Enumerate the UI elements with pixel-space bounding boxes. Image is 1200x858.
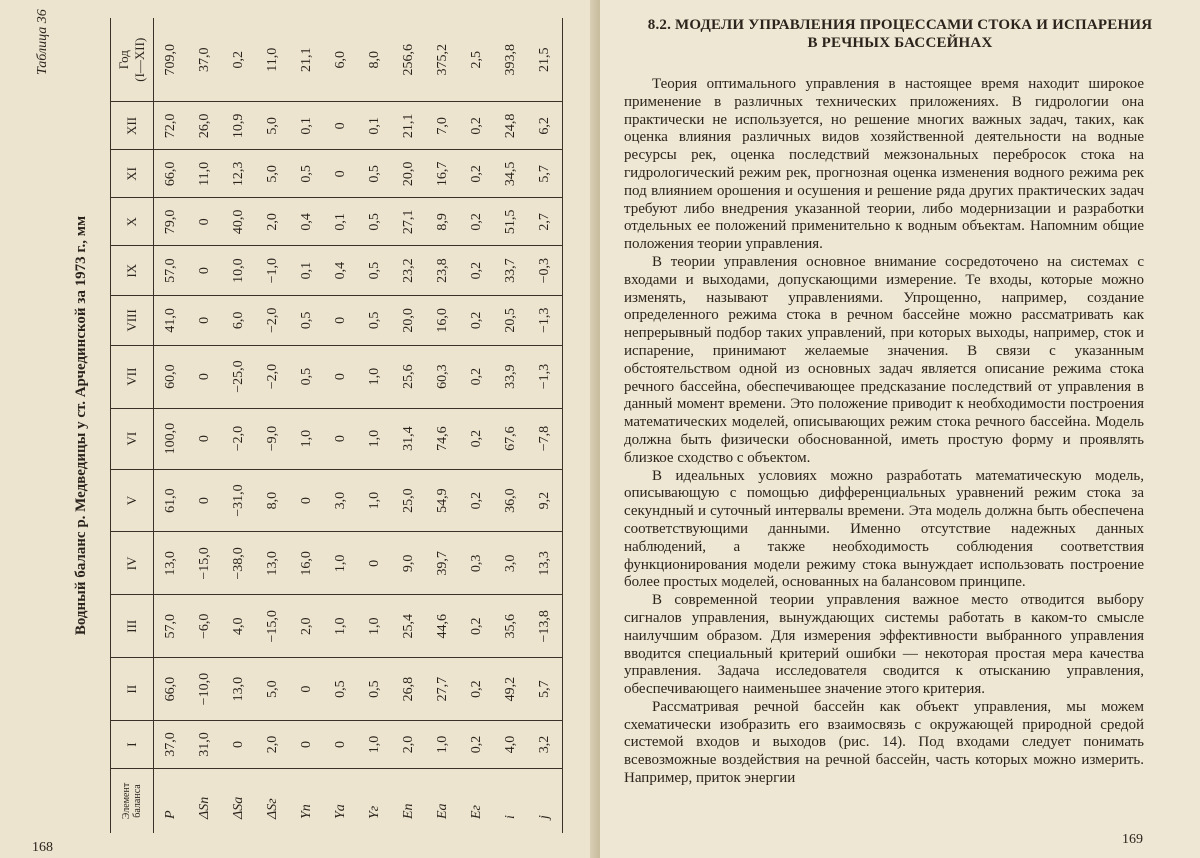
row-label: Eг	[469, 804, 484, 819]
table-cell: 709,0	[154, 18, 189, 102]
table-cell: 0,5	[358, 246, 392, 296]
table-cell: 21,1	[290, 18, 324, 102]
table-cell: 13,0	[256, 532, 290, 595]
table-cell: 0,2	[460, 408, 494, 469]
table-cell: 6,0	[324, 18, 358, 102]
table-header-row	[111, 18, 154, 833]
table-cell: 0,1	[290, 102, 324, 150]
row-label: j	[528, 769, 563, 834]
table-cell: 0,5	[358, 296, 392, 346]
header-month: III	[111, 595, 154, 658]
table-cell: 393,8	[494, 18, 528, 102]
page-number-left: 168	[32, 840, 53, 855]
table-cell: 54,9	[426, 469, 460, 532]
table-cell: 6,0	[222, 296, 256, 346]
table-cell: 4,0	[494, 721, 528, 769]
header-month: XII	[111, 102, 154, 150]
table-cell: 67,6	[494, 408, 528, 469]
table-cell: 9,0	[392, 532, 426, 595]
table-cell: 1,0	[358, 345, 392, 408]
table-cell: 0	[324, 408, 358, 469]
paragraph: В современной теории управления важное место отводится выбору сигналов управления, вынуждающих системы работать в каком-то смысле наилучшим образом. Для измерения эффективности выбранного управления вводится специальный критерий ошибки — некоторая простая мера качества управления. Задача исследователя сводится к отысканию управления, обеспечивающего наименьшее значение этого критерия.	[624, 592, 1144, 698]
table-cell: 5,7	[528, 658, 563, 721]
table-cell: 7,0	[426, 102, 460, 150]
table-cell: 79,0	[154, 198, 189, 246]
table-cell: 49,2	[494, 658, 528, 721]
table-cell: 0	[188, 296, 222, 346]
table-cell: 2,7	[528, 198, 563, 246]
table-cell: 23,8	[426, 246, 460, 296]
table-row	[528, 18, 563, 833]
header-month: VIII	[111, 296, 154, 346]
table-cell: 0,2	[222, 18, 256, 102]
table-cell: 0,2	[460, 246, 494, 296]
table-cell: 0	[222, 721, 256, 769]
table-cell: −31,0	[222, 469, 256, 532]
table-cell: 36,0	[494, 469, 528, 532]
table-cell: 2,0	[290, 595, 324, 658]
table-cell: 12,3	[222, 150, 256, 198]
table-cell: 27,1	[392, 198, 426, 246]
table-cell: 1,0	[358, 469, 392, 532]
table-cell: 34,5	[494, 150, 528, 198]
table-row	[154, 18, 189, 833]
table-cell: 33,9	[494, 345, 528, 408]
table-cell: 0,5	[290, 150, 324, 198]
table-cell: 0,2	[460, 345, 494, 408]
table-cell: 11,0	[188, 150, 222, 198]
table-cell: −2,0	[256, 296, 290, 346]
paragraph: В идеальных условиях можно разработать математическую модель, описывающую с помощью дифференциальных уравнений режим стока за секундный и суточный интервалы времени. Эта модель должна быть обеспечена соответствующими данными. Именно отсутствие надежных данных наблюдений, а также необходимость соблюдения соответствия функционирования модели режиму стока вынуждает использовать построение более простых моделей, основанных на балансовом принципе.	[624, 467, 1144, 591]
row-label: Eа	[435, 803, 450, 819]
table-cell: 0,1	[324, 198, 358, 246]
table-cell: 2,0	[256, 721, 290, 769]
table-cell: 0,5	[290, 296, 324, 346]
table-row	[460, 18, 494, 833]
table-row	[256, 18, 290, 833]
paragraph: В теории управления основное внимание сосредоточено на системах с входами и выходами, допускающими измерение. Те входы, которые можно изменять, называют управлениями. Упрощенно, например, создание определенного режима стока в речном бассейне можно рассматривать как непрерывный подбор таких управлений, при которых выходы, например, сток и испарение, принимают желаемые значения. В связи с указанным обстоятельством одной из основных задач является описание режима стока речного бассейна, обеспечивающее предсказание последствий от управления в данный момент времени. Это положение приводит к необходимости построения математических моделей, описывающих режим стока речного бассейна. Модель должна быть физически обоснованной, иметь простую форму и проявлять близкое сходство с объектом.	[624, 253, 1144, 466]
table-cell: 0,2	[460, 595, 494, 658]
paragraph: Теория оптимального управления в настоящее время находит широкое применение в различных технических приложениях. В гидрологии она практически не используется, но решение многих важных задач, таких, как оценка влияния различных видов хозяйственной деятельности на водные ресурсы рек, оценка последствий межзональных перебросок стока на гидрологический режим рек, прогнозная оценка изменения водного режима рек под влиянием орошения и осушения и решение ряда других практических задач требуют либо внедрения указанной теории, либо модернизации и разработки отдельных ее положений применительно к водным объектам. Напомним общие положения теории управления.	[624, 76, 1144, 253]
table-cell: 25,6	[392, 345, 426, 408]
table-cell: 0	[188, 246, 222, 296]
table-cell: 2,5	[460, 18, 494, 102]
header-month: X	[111, 198, 154, 246]
table-title: Водный баланс р. Медведицы у ст. Арчединской за 1973 г., мм	[73, 215, 89, 636]
rotated-table-block	[35, 9, 560, 833]
table-cell: −2,0	[256, 345, 290, 408]
row-label: ΔSг	[265, 798, 280, 819]
table-cell: 26,0	[188, 102, 222, 150]
table-cell: 2,0	[392, 721, 426, 769]
table-cell: 4,0	[222, 595, 256, 658]
table-cell: 10,0	[222, 246, 256, 296]
table-cell: −2,0	[222, 408, 256, 469]
table-cell: 31,4	[392, 408, 426, 469]
table-cell: 13,0	[154, 532, 189, 595]
table-cell: 37,0	[154, 721, 189, 769]
table-cell: 0,5	[358, 198, 392, 246]
table-cell: −1,3	[528, 296, 563, 346]
table-cell: 1,0	[426, 721, 460, 769]
table-cell: 375,2	[426, 18, 460, 102]
table-cell: 20,5	[494, 296, 528, 346]
table-cell: 0	[324, 102, 358, 150]
table-cell: 37,0	[188, 18, 222, 102]
table-cell: 5,0	[256, 102, 290, 150]
table-cell: 1,0	[290, 408, 324, 469]
table-cell: 0,2	[460, 296, 494, 346]
table-number: Таблица 36	[35, 9, 50, 75]
table-cell: 31,0	[188, 721, 222, 769]
table-cell: −15,0	[256, 595, 290, 658]
table-cell: 66,0	[154, 150, 189, 198]
row-label: P	[163, 810, 178, 819]
table-cell: 100,0	[154, 408, 189, 469]
table-cell: 1,0	[324, 532, 358, 595]
table-cell: 5,7	[528, 150, 563, 198]
table-cell: 3,0	[494, 532, 528, 595]
table-cell: 24,8	[494, 102, 528, 150]
table-cell: 16,7	[426, 150, 460, 198]
table-cell: −9,0	[256, 408, 290, 469]
table-cell: 8,0	[358, 18, 392, 102]
table-row	[426, 18, 460, 833]
table-cell: 57,0	[154, 595, 189, 658]
table-cell: 26,8	[392, 658, 426, 721]
table-cell: 13,0	[222, 658, 256, 721]
table-cell: −1,3	[528, 345, 563, 408]
table-cell: 0	[188, 469, 222, 532]
table-cell: 0	[290, 469, 324, 532]
table-cell: 9,2	[528, 469, 563, 532]
table-cell: 0,1	[290, 246, 324, 296]
table-cell: 10,9	[222, 102, 256, 150]
table-cell: 0,5	[358, 658, 392, 721]
table-cell: −15,0	[188, 532, 222, 595]
table-cell: −10,0	[188, 658, 222, 721]
table-cell: 25,0	[392, 469, 426, 532]
paragraph: Рассматривая речной бассейн как объект управления, мы можем схематически изобразить его взаимосвязь с окружающей природной средой системой входов и выходов (рис. 14). Под входами следует понимать всевозможные воздействия на речной бассейн, часть которых можно измерить. Например, приток энергии	[624, 698, 1144, 787]
table-cell: 0,2	[460, 658, 494, 721]
table-cell: −0,3	[528, 246, 563, 296]
row-label: Yг	[367, 805, 382, 819]
water-balance-table	[110, 18, 563, 833]
table-cell: 6,2	[528, 102, 563, 150]
table-cell: 0	[188, 408, 222, 469]
table-cell: 13,3	[528, 532, 563, 595]
table-cell: 35,6	[494, 595, 528, 658]
table-cell: 66,0	[154, 658, 189, 721]
table-cell: 74,6	[426, 408, 460, 469]
table-row	[188, 18, 222, 833]
section-heading-line: В РЕЧНЫХ БАССЕЙНАХ	[807, 35, 993, 51]
table-cell: 1,0	[324, 595, 358, 658]
section-heading-line: 8.2. МОДЕЛИ УПРАВЛЕНИЯ ПРОЦЕССАМИ СТОКА И ИСПАРЕНИЯ	[647, 17, 1153, 33]
table-cell: 2,0	[256, 198, 290, 246]
row-label: ΔSп	[197, 796, 212, 819]
table-cell: 0,2	[460, 102, 494, 150]
table-cell: 41,0	[154, 296, 189, 346]
table-row	[494, 18, 528, 833]
table-cell: 1,0	[358, 408, 392, 469]
table-cell: 51,5	[494, 198, 528, 246]
table-cell: 0	[188, 345, 222, 408]
table-cell: 25,4	[392, 595, 426, 658]
table-cell: −6,0	[188, 595, 222, 658]
table-cell: 16,0	[290, 532, 324, 595]
row-label: Eп	[401, 803, 416, 819]
table-cell: 72,0	[154, 102, 189, 150]
left-page	[0, 0, 596, 858]
header-month: V	[111, 469, 154, 532]
table-cell: 0,4	[324, 246, 358, 296]
table-cell: 0,4	[290, 198, 324, 246]
table-cell: 39,7	[426, 532, 460, 595]
row-label: ΔSа	[231, 796, 246, 819]
table-cell: 1,0	[358, 595, 392, 658]
table-cell: 20,0	[392, 150, 426, 198]
table-cell: 1,0	[358, 721, 392, 769]
table-cell: 0	[290, 658, 324, 721]
table-cell: 27,7	[426, 658, 460, 721]
right-page	[600, 0, 1200, 858]
table-cell: 0	[324, 150, 358, 198]
table-cell: 8,0	[256, 469, 290, 532]
body-text	[624, 76, 1144, 788]
table-cell: −38,0	[222, 532, 256, 595]
table-row	[392, 18, 426, 833]
header-month: I	[111, 721, 154, 769]
header-month: VI	[111, 408, 154, 469]
table-row	[290, 18, 324, 833]
table-cell: 23,2	[392, 246, 426, 296]
table-cell: 3,2	[528, 721, 563, 769]
row-label: Yп	[299, 804, 314, 819]
table-cell: 60,0	[154, 345, 189, 408]
table-cell: 0,2	[460, 721, 494, 769]
table-cell: 256,6	[392, 18, 426, 102]
table-cell: 0	[358, 532, 392, 595]
table-cell: 0,2	[460, 198, 494, 246]
table-cell: 60,3	[426, 345, 460, 408]
row-label: i	[503, 815, 518, 819]
header-month: IX	[111, 246, 154, 296]
table-row	[324, 18, 358, 833]
header-month: II	[111, 658, 154, 721]
table-cell: 40,0	[222, 198, 256, 246]
table-cell: 0	[324, 721, 358, 769]
table-row	[358, 18, 392, 833]
table-cell: −7,8	[528, 408, 563, 469]
table-cell: 0	[324, 296, 358, 346]
table-cell: 0,2	[460, 469, 494, 532]
table-cell: −25,0	[222, 345, 256, 408]
table-cell: 0,5	[324, 658, 358, 721]
table-cell: 33,7	[494, 246, 528, 296]
table-cell: 11,0	[256, 18, 290, 102]
table-cell: 5,0	[256, 658, 290, 721]
table-cell: 21,5	[528, 18, 563, 102]
header-month: XI	[111, 150, 154, 198]
table-cell: 44,6	[426, 595, 460, 658]
header-month: VII	[111, 345, 154, 408]
table-cell: 20,0	[392, 296, 426, 346]
table-row	[222, 18, 256, 833]
table-cell: 0	[324, 345, 358, 408]
table-cell: 0,3	[460, 532, 494, 595]
table-cell: 0,5	[290, 345, 324, 408]
table-cell: 0,2	[460, 150, 494, 198]
table-cell: 0	[188, 198, 222, 246]
table-body	[154, 18, 563, 833]
header-month: IV	[111, 532, 154, 595]
table-cell: −13,8	[528, 595, 563, 658]
table-cell: 57,0	[154, 246, 189, 296]
table-cell: 0,1	[358, 102, 392, 150]
header-element: Элемент баланса	[111, 769, 154, 834]
table-cell: 3,0	[324, 469, 358, 532]
table-cell: 5,0	[256, 150, 290, 198]
table-cell: 61,0	[154, 469, 189, 532]
header-year: Год (I—XII)	[111, 18, 154, 102]
table-cell: 16,0	[426, 296, 460, 346]
table-cell: 0,5	[358, 150, 392, 198]
table-cell: 21,1	[392, 102, 426, 150]
table-cell: 0	[290, 721, 324, 769]
table-cell: 8,9	[426, 198, 460, 246]
page-number-right: 169	[1122, 832, 1143, 847]
table-cell: −1,0	[256, 246, 290, 296]
row-label: Yа	[333, 804, 348, 819]
section-heading	[600, 16, 1200, 52]
